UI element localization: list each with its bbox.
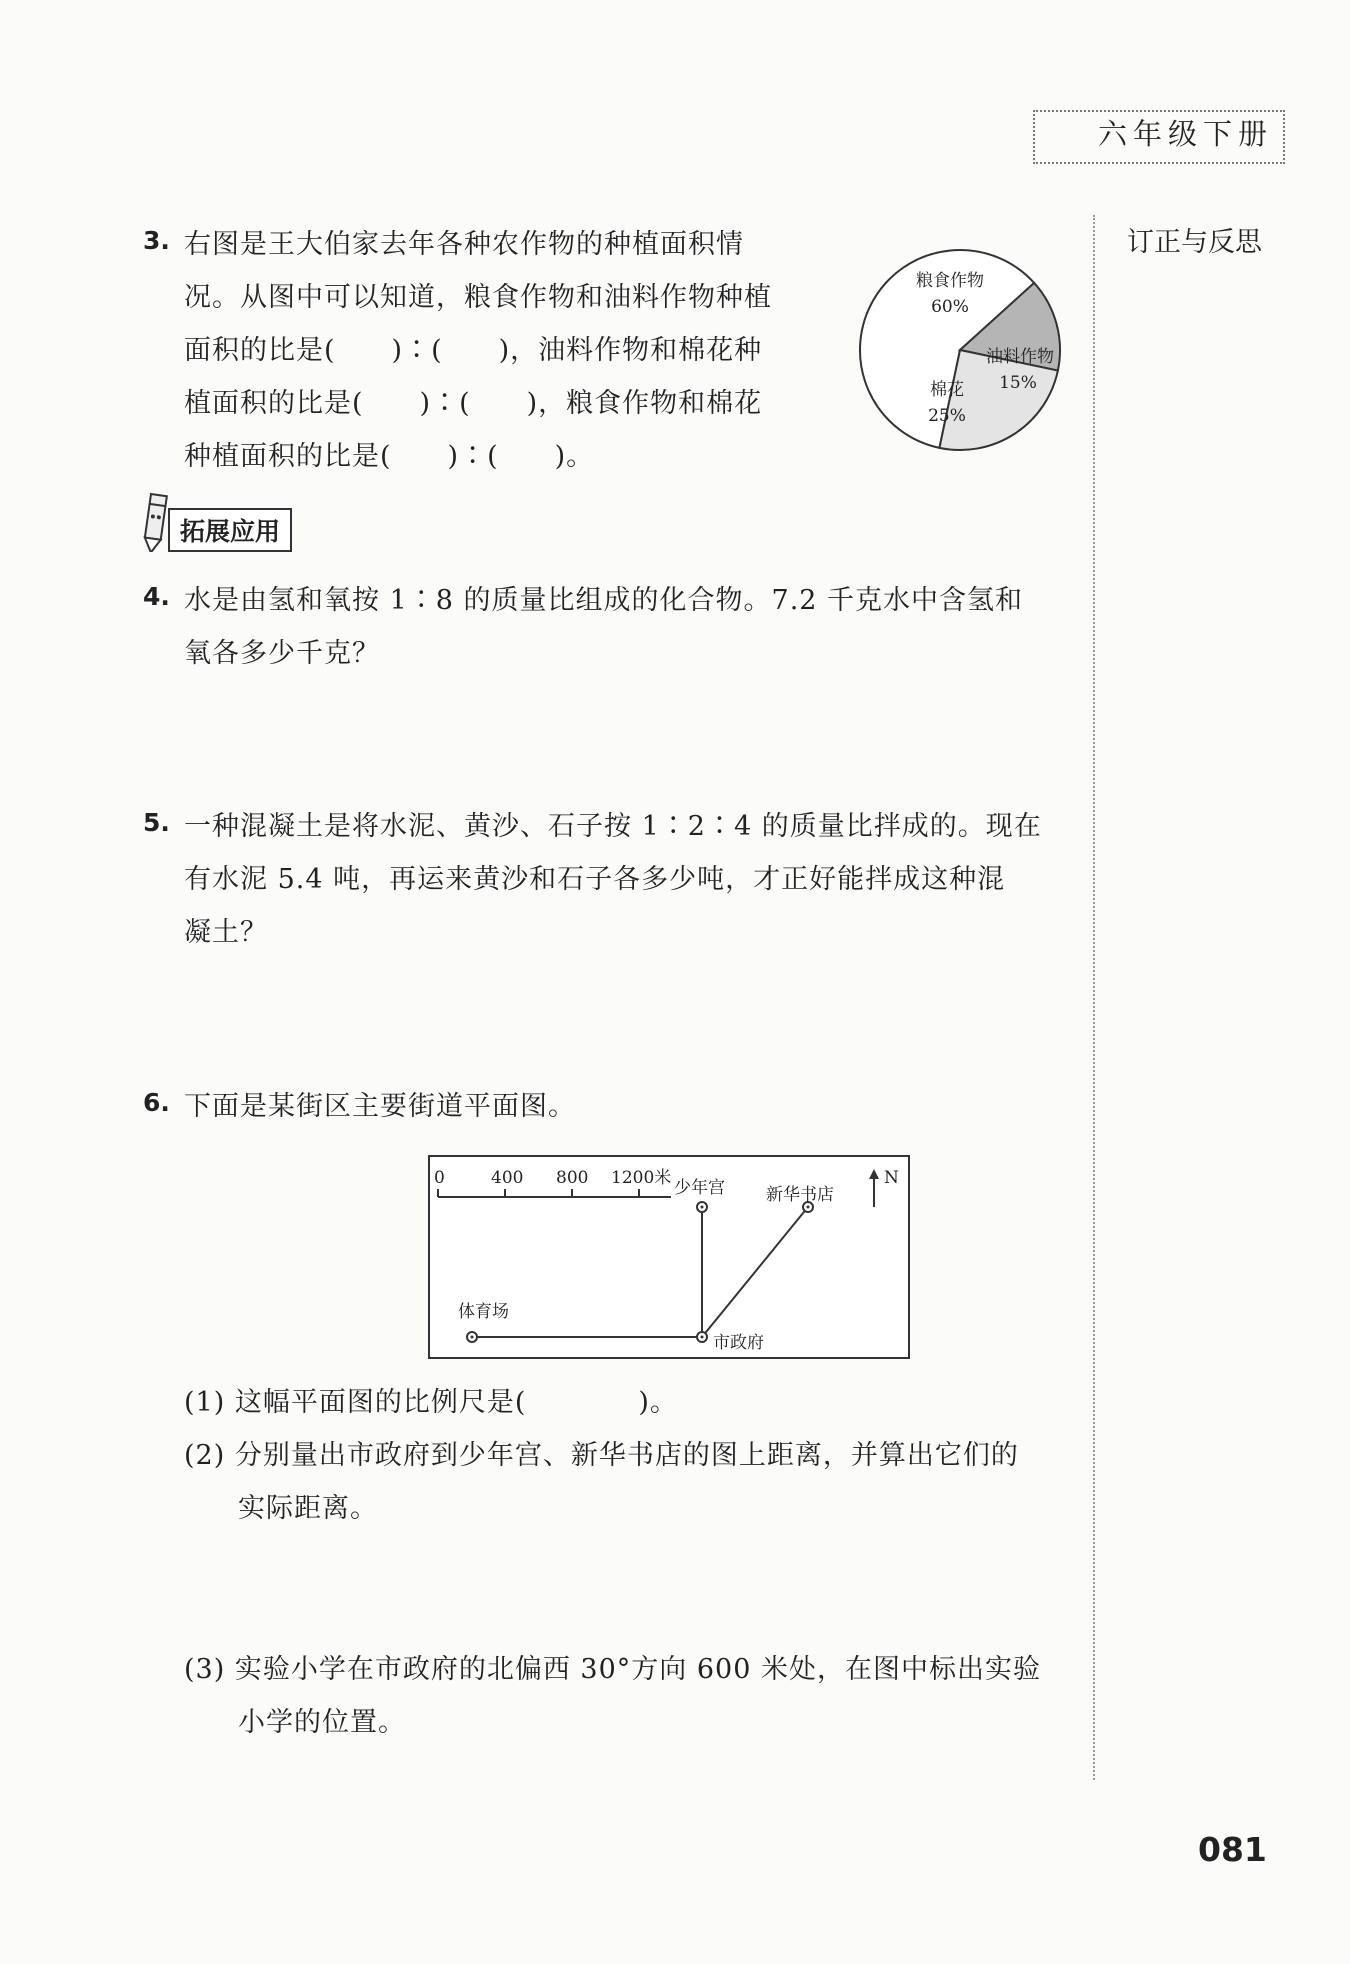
scale-label-0: 0 <box>434 1168 445 1188</box>
question-3-line-2: 况。从图中可以知道，粮食作物和油料作物种植 <box>184 282 772 313</box>
pie-value-grain: 60% <box>931 297 969 317</box>
question-6-sub-2-line-2: 实际距离。 <box>238 1493 378 1524</box>
scale-label-400: 400 <box>491 1168 524 1188</box>
pie-value-oil: 15% <box>999 373 1037 393</box>
question-6-sub-3-line-2: 小学的位置。 <box>238 1707 406 1738</box>
question-5-line-3: 凝土？ <box>184 917 268 948</box>
question-5-number: 5. <box>143 808 170 837</box>
question-3-line-3: 面积的比是( )∶( )，油料作物和棉花种 <box>184 335 763 366</box>
question-3-line-5: 种植面积的比是( )∶( )。 <box>184 441 595 472</box>
pie-label-grain: 粮食作物 <box>916 271 984 291</box>
pie-value-cotton: 25% <box>928 406 966 426</box>
question-5-line-1: 一种混凝土是将水泥、黄沙、石子按 1∶2∶4 的质量比拌成的。现在 <box>184 811 1042 842</box>
crop-area-pie-chart <box>850 245 1070 455</box>
question-6-sub-3-line-1: (3) 实验小学在市政府的北偏西 30°方向 600 米处，在图中标出实验 <box>184 1654 1041 1685</box>
question-5-line-2: 有水泥 5.4 吨，再运来黄沙和石子各多少吨，才正好能拌成这种混 <box>184 864 1006 895</box>
question-6-number: 6. <box>143 1088 170 1117</box>
scale-label-800: 800 <box>556 1168 589 1188</box>
section-title-extension: 拓展应用 <box>168 508 292 552</box>
north-label: N <box>884 1168 899 1188</box>
header-title: 六年级下册 <box>1090 112 1281 153</box>
question-6-sub-1: (1) 这幅平面图的比例尺是( )。 <box>184 1387 678 1418</box>
pie-label-cotton: 棉花 <box>930 380 964 400</box>
question-3-number: 3. <box>143 226 170 255</box>
youth-palace-label: 少年宫 <box>674 1178 725 1198</box>
question-3-line-1: 右图是王大伯家去年各种农作物的种植面积情 <box>184 229 744 260</box>
sidebar-title: 订正与反思 <box>1127 227 1262 258</box>
bookstore-label: 新华书店 <box>766 1185 834 1205</box>
question-4-line-2: 氧各多少千克？ <box>184 638 380 669</box>
question-6-intro: 下面是某街区主要街道平面图。 <box>184 1091 576 1122</box>
sidebar-divider <box>1093 215 1095 1780</box>
street-map <box>428 1155 912 1361</box>
page-number: 081 <box>1198 1830 1267 1869</box>
question-4-number: 4. <box>143 582 170 611</box>
stadium-label: 体育场 <box>458 1302 509 1322</box>
question-3-line-4: 植面积的比是( )∶( )，粮食作物和棉花 <box>184 388 763 419</box>
city-hall-label: 市政府 <box>713 1333 764 1353</box>
scale-label-1200: 1200米 <box>611 1168 672 1188</box>
question-4-line-1: 水是由氢和氧按 1∶8 的质量比组成的化合物。7.2 千克水中含氢和 <box>184 585 1024 616</box>
pie-label-oil: 油料作物 <box>986 347 1054 367</box>
question-6-sub-2-line-1: (2) 分别量出市政府到少年宫、新华书店的图上距离，并算出它们的 <box>184 1440 1019 1471</box>
